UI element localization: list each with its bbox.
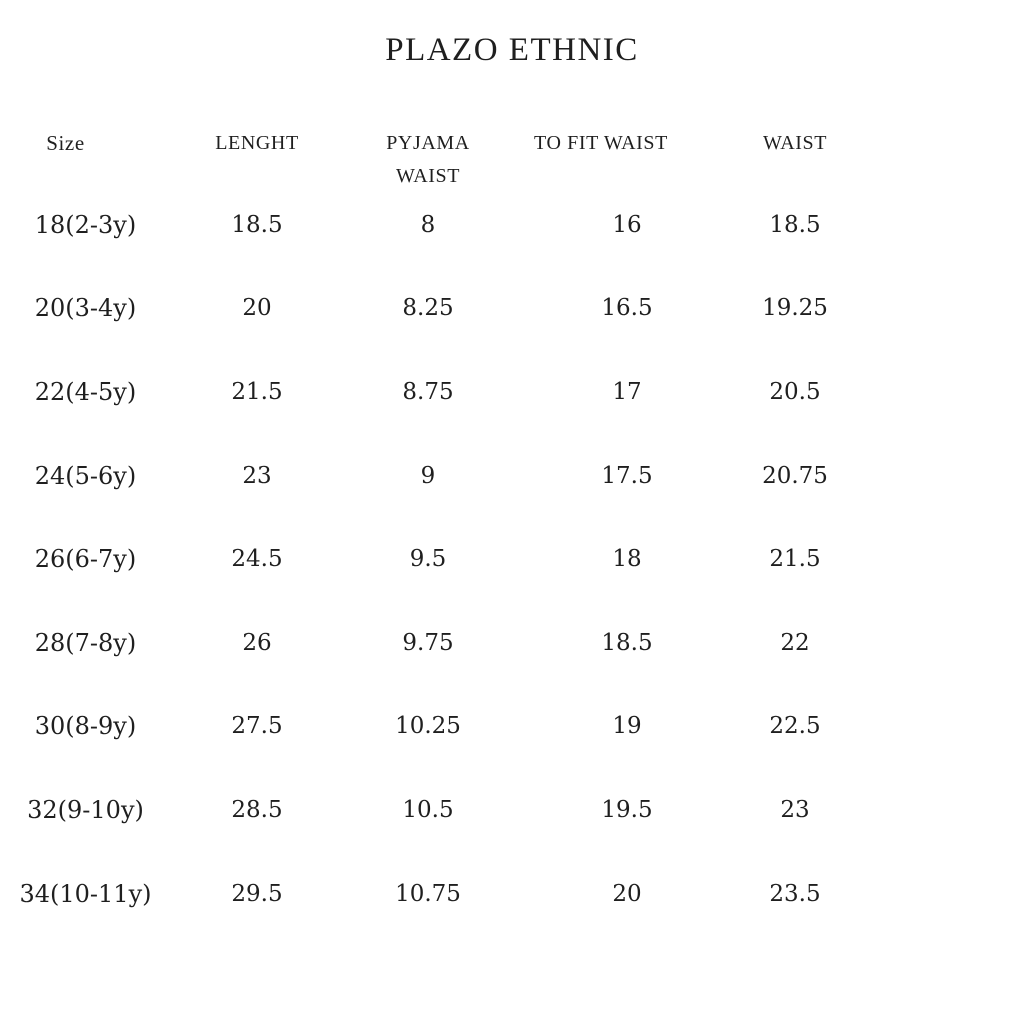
column-header-label: Size [46,131,85,155]
pyjama-waist-cell: 8.25 [402,295,454,322]
pyjama-waist-cell: 9.75 [402,629,454,656]
to-fit-waist-cell: 19 [612,713,642,740]
length-cell: 24.5 [231,546,283,573]
size-cell: 34(10-11y) [19,879,152,908]
length-cell: 27.5 [231,713,283,740]
size-cell: 32(9-10y) [27,795,144,824]
to-fit-waist-cell: 17 [612,378,642,405]
column-header-label: LENGHT [215,132,299,154]
size-cell: 26(6-7y) [34,545,137,574]
waist-cell: 21.5 [769,546,821,573]
table-row [0,685,849,769]
pyjama-waist-cell: 10.5 [402,796,454,823]
column-header-label: PYJAMA WAIST [386,132,470,187]
waist-cell: 19.25 [762,295,828,322]
waist-cell: 18.5 [769,211,821,238]
table-row [0,852,849,936]
to-fit-waist-cell: 16 [612,211,642,238]
to-fit-waist-cell: 17.5 [601,462,653,489]
waist-cell: 23.5 [769,880,821,907]
table-row [0,183,849,267]
pyjama-waist-cell: 10.75 [395,880,461,907]
waist-cell: 20.75 [762,462,828,489]
table-body [0,183,849,935]
size-cell: 28(7-8y) [34,628,137,657]
length-cell: 29.5 [231,880,283,907]
size-cell: 24(5-6y) [34,461,137,490]
table-row [0,434,849,518]
table-row [0,768,849,852]
table-row [0,517,849,601]
length-cell: 18.5 [231,211,283,238]
waist-cell: 23 [780,796,810,823]
pyjama-waist-cell: 10.25 [395,713,461,740]
column-header-label: TO FIT WAIST [534,132,668,154]
size-cell: 18(2-3y) [34,210,137,239]
to-fit-waist-cell: 18 [612,546,642,573]
page-title: PLAZO ETHNIC [385,32,639,68]
size-cell: 20(3-4y) [34,294,137,323]
to-fit-waist-cell: 18.5 [601,629,653,656]
pyjama-waist-cell: 8.75 [402,378,454,405]
pyjama-waist-cell: 9 [420,462,436,489]
to-fit-waist-cell: 19.5 [601,796,653,823]
size-cell: 22(4-5y) [34,377,137,406]
pyjama-waist-cell: 9.5 [409,546,447,573]
to-fit-waist-cell: 16.5 [601,295,653,322]
length-cell: 20 [242,295,272,322]
size-cell: 30(8-9y) [34,712,137,741]
length-cell: 26 [242,629,272,656]
length-cell: 28.5 [231,796,283,823]
waist-cell: 20.5 [769,378,821,405]
table-row [0,267,849,351]
table-row [0,350,849,434]
waist-cell: 22 [780,629,810,656]
table-row [0,601,849,685]
length-cell: 23 [242,462,272,489]
length-cell: 21.5 [231,378,283,405]
to-fit-waist-cell: 20 [612,880,642,907]
column-header-label: WAIST [762,132,828,154]
pyjama-waist-cell: 8 [420,211,436,238]
waist-cell: 22.5 [769,713,821,740]
